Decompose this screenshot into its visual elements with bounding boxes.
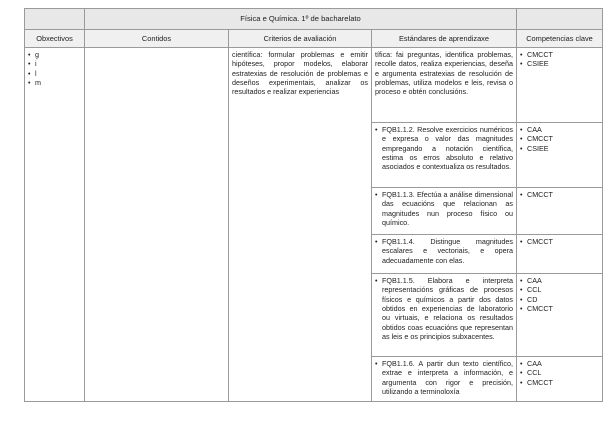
competency-item: • CMCCT xyxy=(520,50,599,59)
objective-item: • m xyxy=(28,78,81,87)
standard-text: • FQB1.1.2. Resolve exercicios numéricos e expresa o valor das magnitudes empregando a notación científica, estima os erros absoluto e relativo asociados e contextualiza os resultados. xyxy=(375,125,513,172)
competency-item: • CD xyxy=(520,295,599,304)
competencies-cell xyxy=(517,123,603,188)
competency-item: • CSIEE xyxy=(520,144,599,153)
objective-item: • l xyxy=(28,69,81,78)
competency-item: • CCL xyxy=(520,285,599,294)
objectives-cell xyxy=(25,48,85,402)
standard-text: • FQB1.1.6. A partir dun texto científico, extrae e interpreta a información, e argumenta con rigor e precisión, utilizando a terminoloxía xyxy=(375,359,513,396)
criteria-cell: científica: formular problemas e emitir hipóteses, propor modelos, elaborar estratexias de resolución de problemas e deseños experimentais, analizar os resultados e realizar experiencias xyxy=(229,48,372,402)
col-header-objectives: Obxectivos xyxy=(25,30,85,48)
standard-text: • FQB1.1.3. Efectúa a análise dimensional das ecuacións que relacionan as magnitudes nun proceso físico ou químico. xyxy=(375,190,513,227)
standard-text: • FQB1.1.5. Elabora e interpreta representacións gráficas de procesos físicos e químicos a partir dos datos obtidos en experiencias de laboratorio ou virtuais, e relaciona os resultados obtidos coas ecuacións que representan as leis e os principios subxacentes. xyxy=(375,276,513,342)
competency-item: • CAA xyxy=(520,359,599,368)
column-header-row xyxy=(25,30,603,48)
standard-cell xyxy=(372,123,517,188)
standard-cell xyxy=(372,274,517,357)
competency-item: • CAA xyxy=(520,125,599,134)
competency-item: • CCL xyxy=(520,368,599,377)
standard-text: tífica: fai preguntas, identifica problemas, recolle datos, realiza experiencias, deseña e argumenta estratexias de resolución de problemas, utiliza modelos e leis, revisa o proceso e obtén conclusións. xyxy=(375,50,513,97)
competency-item: • CMCCT xyxy=(520,134,599,143)
competency-item: • CSIEE xyxy=(520,59,599,68)
col-header-standards: Estándares de aprendizaxe xyxy=(372,30,517,48)
standard-cell xyxy=(372,48,517,123)
objective-item: • g xyxy=(28,50,81,59)
standard-row xyxy=(25,48,603,123)
competencies-cell xyxy=(517,48,603,123)
standard-text: • FQB1.1.4. Distingue magnitudes escalares e vectoriais, e opera adecuadamente con elas. xyxy=(375,237,513,265)
competency-item: • CAA xyxy=(520,276,599,285)
standard-cell xyxy=(372,357,517,402)
objective-item: • i xyxy=(28,59,81,68)
competency-item: • CMCCT xyxy=(520,378,599,387)
curriculum-table xyxy=(24,8,603,402)
competencies-cell xyxy=(517,274,603,357)
title-row xyxy=(25,9,603,30)
contents-cell xyxy=(85,48,229,402)
competencies-cell xyxy=(517,357,603,402)
title-right-cell xyxy=(517,9,603,30)
col-header-competencies: Competencias clave xyxy=(517,30,603,48)
competency-item: • CMCCT xyxy=(520,190,599,199)
competency-item: • CMCCT xyxy=(520,304,599,313)
title-corner-cell xyxy=(25,9,85,30)
standard-cell xyxy=(372,188,517,235)
competency-item: • CMCCT xyxy=(520,237,599,246)
competencies-cell xyxy=(517,188,603,235)
competencies-cell xyxy=(517,235,603,274)
col-header-contents: Contidos xyxy=(85,30,229,48)
table-title: Física e Química. 1º de bacharelato xyxy=(85,9,517,30)
col-header-criteria: Criterios de avaliación xyxy=(229,30,372,48)
standard-cell xyxy=(372,235,517,274)
